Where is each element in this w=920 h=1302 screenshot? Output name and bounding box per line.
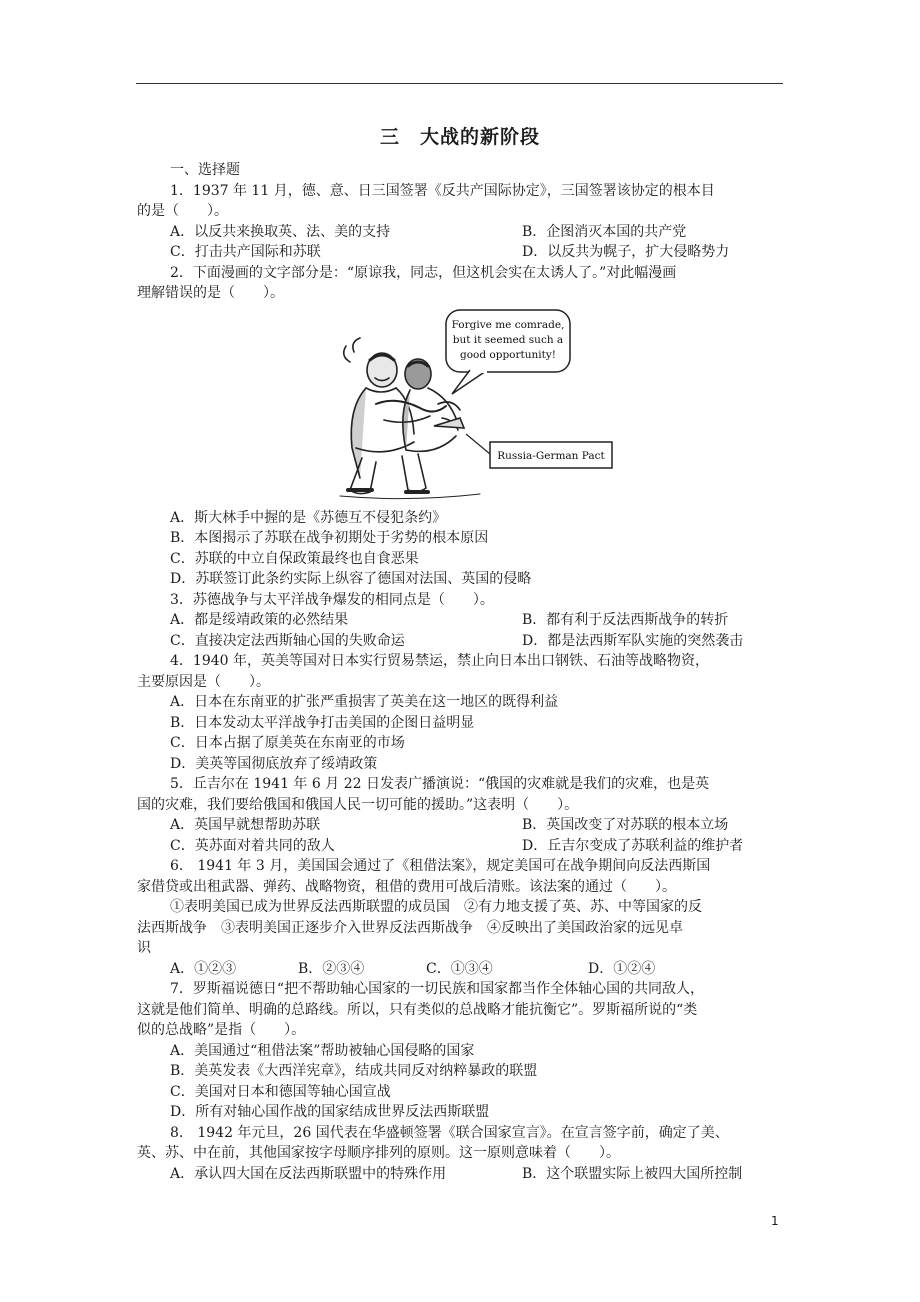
q7-option-a: A．美国通过“租借法案”帮助被轴心国侵略的国家 [170, 1042, 475, 1059]
bubble-line-1: Forgive me comrade, [451, 318, 565, 331]
q5-option-c: C．英苏面对着共同的敌人 [170, 837, 335, 854]
q2-option-d: D．苏联签订此条约实际上纵容了德国对法国、英国的侵略 [170, 571, 532, 587]
q5-stem-2: 国的灾难，我们要给俄国和俄国人民一切可能的援助。”这表明（ ）。 [137, 796, 579, 813]
q1-options-row-2 [170, 242, 785, 263]
q2-option-c: C．苏联的中立自保政策最终也自食恶果 [170, 550, 419, 567]
pact-label-pointer [466, 434, 490, 454]
q5-stem-1: 5．丘吉尔在 1941 年 6 月 22 日发表广播演说：“俄国的灾难就是我们的灾难，也是英 [170, 776, 710, 792]
q4-option-b: B．日本发动太平洋战争打击美国的企图日益明显 [170, 714, 475, 731]
q2-option-b: B．本图揭示了苏联在战争初期处于劣势的根本原因 [170, 530, 489, 546]
q6-stem-3: ①表明美国已成为世界反法西斯联盟的成员国 ②有力地支援了英、苏、中等国家的反 [170, 899, 702, 915]
q6-options-row [170, 959, 785, 980]
cartoon-illustration [170, 308, 785, 504]
q7-option-c: C．美国对日本和德国等轴心国宣战 [170, 1083, 391, 1100]
q3-stem-1: 3．苏德战争与太平洋战争爆发的相同点是（ ）。 [170, 591, 494, 608]
q2-stem-2: 理解错误的是（ ）。 [137, 285, 284, 301]
bubble-line-2: but it seemed such a [452, 333, 564, 346]
q1-option-d: D．以反共为幌子，扩大侵略势力 [522, 244, 730, 260]
q6-stem-2: 家借贷或出租武器、弹药、战略物资，租借的费用可战后清账。该法案的通过（ ）。 [137, 878, 676, 895]
q6-option-a: A．①②③ [170, 960, 237, 977]
q6-stem-4: 法西斯战争 ③表明美国正逐步介入世界反法西斯战争 ④反映出了美国政治家的远见卓 [137, 919, 683, 936]
q5-option-a: A．英国早就想帮助苏联 [170, 817, 321, 833]
page-number: 1 [771, 1214, 779, 1228]
q2-stem-1: 2．下面漫画的文字部分是：“原谅我，同志，但这机会实在太诱人了。”对此幅漫画 [170, 264, 677, 281]
q7-stem-3: 似的总战略”是指（ ）。 [137, 1022, 306, 1038]
q4-option-c: C．日本占据了原美英在东南亚的市场 [170, 735, 405, 751]
q1-stem-2: 的是（ ）。 [137, 203, 228, 219]
cartoon-figure [170, 308, 785, 508]
q5-option-b: B．英国改变了对苏联的根本立场 [522, 817, 729, 833]
section-heading: 一、选择题 [170, 162, 240, 178]
q8-options-row-1 [170, 1164, 785, 1185]
q6-stem-1: 6． 1941 年 3 月，美国国会通过了《租借法案》，规定美国可在战争期间向反法西斯国 [170, 858, 711, 874]
q1-option-a: A．以反共来换取英、法、美的支持 [170, 223, 391, 240]
q8-stem-2: 英、苏、中在前，其他国家按字母顺序排列的原则。这一原则意味着（ ）。 [137, 1145, 620, 1161]
q3-options-row-2 [170, 631, 785, 652]
q1-options-row-1 [170, 222, 785, 243]
q6-option-b: B．②③④ [298, 960, 365, 977]
q6-option-d: D．①②④ [588, 960, 656, 977]
q7-option-d: D．所有对轴心国作战的国家结成世界反法西斯联盟 [170, 1104, 490, 1120]
q1-stem-1: 1．1937 年 11 月，德、意、日三国签署《反共产国际协定》，三国签署该协定的根本目 [170, 182, 715, 199]
q7-option-b: B．美英发表《大西洋宪章》，结成共同反对纳粹暴政的联盟 [170, 1063, 538, 1079]
q7-stem-2: 这就是他们简单、明确的总路线。所以，只有类似的总战略才能抗衡它”。罗斯福所说的“类 [137, 1001, 698, 1018]
q3-option-d: D．都是法西斯军队实施的突然袭击 [522, 632, 744, 649]
q4-stem-2: 主要原因是（ ）。 [137, 673, 270, 690]
page-title: 三 大战的新阶段 [379, 126, 540, 148]
speech-bubble-tail [452, 370, 486, 394]
q5-options-row-1 [170, 815, 785, 836]
q8-option-b: B．这个联盟实际上被四大国所控制 [522, 1165, 743, 1182]
q7-stem-1: 7．罗斯福说德日“把不帮助轴心国家的一切民族和国家都当作全体轴心国的共同敌人， [170, 981, 705, 997]
q3-option-c: C．直接决定法西斯轴心国的失败命运 [170, 632, 405, 649]
q6-option-c: C．①③④ [426, 960, 493, 977]
q2-option-a: A．斯大林手中握的是《苏德互不侵犯条约》 [170, 509, 447, 526]
q4-option-d: D．美英等国彻底放弃了绥靖政策 [170, 755, 378, 772]
pact-label-text: Russia-German Pact [497, 449, 605, 462]
q4-option-a: A．日本在东南亚的扩张严重损害了英美在这一地区的既得利益 [170, 694, 559, 710]
q6-stem-5: 识 [137, 940, 151, 956]
q1-option-c: C．打击共产国际和苏联 [170, 244, 321, 260]
q3-option-a: A．都是绥靖政策的必然结果 [170, 612, 349, 628]
q4-stem-1: 4．1940 年，英美等国对日本实行贸易禁运，禁止向日本出口钢铁、石油等战略物资， [170, 653, 709, 669]
bubble-line-3: good opportunity! [459, 348, 557, 361]
question-list [137, 160, 785, 1184]
q8-stem-1: 8． 1942 年元旦，26 国代表在华盛顿签署《联合国家宣言》。在宣言签字前，确定了美、 [170, 1124, 729, 1141]
q5-options-row-2 [170, 836, 785, 857]
q1-option-b: B．企图消灭本国的共产党 [522, 223, 687, 240]
q3-options-row-1 [170, 610, 785, 631]
q5-option-d: D．丘吉尔变成了苏联利益的维护者 [522, 837, 744, 854]
header-rule [136, 83, 783, 84]
q8-option-a: A．承认四大国在反法西斯联盟中的特殊作用 [170, 1165, 447, 1182]
q3-option-b: B．都有利于反法西斯战争的转折 [522, 612, 729, 628]
